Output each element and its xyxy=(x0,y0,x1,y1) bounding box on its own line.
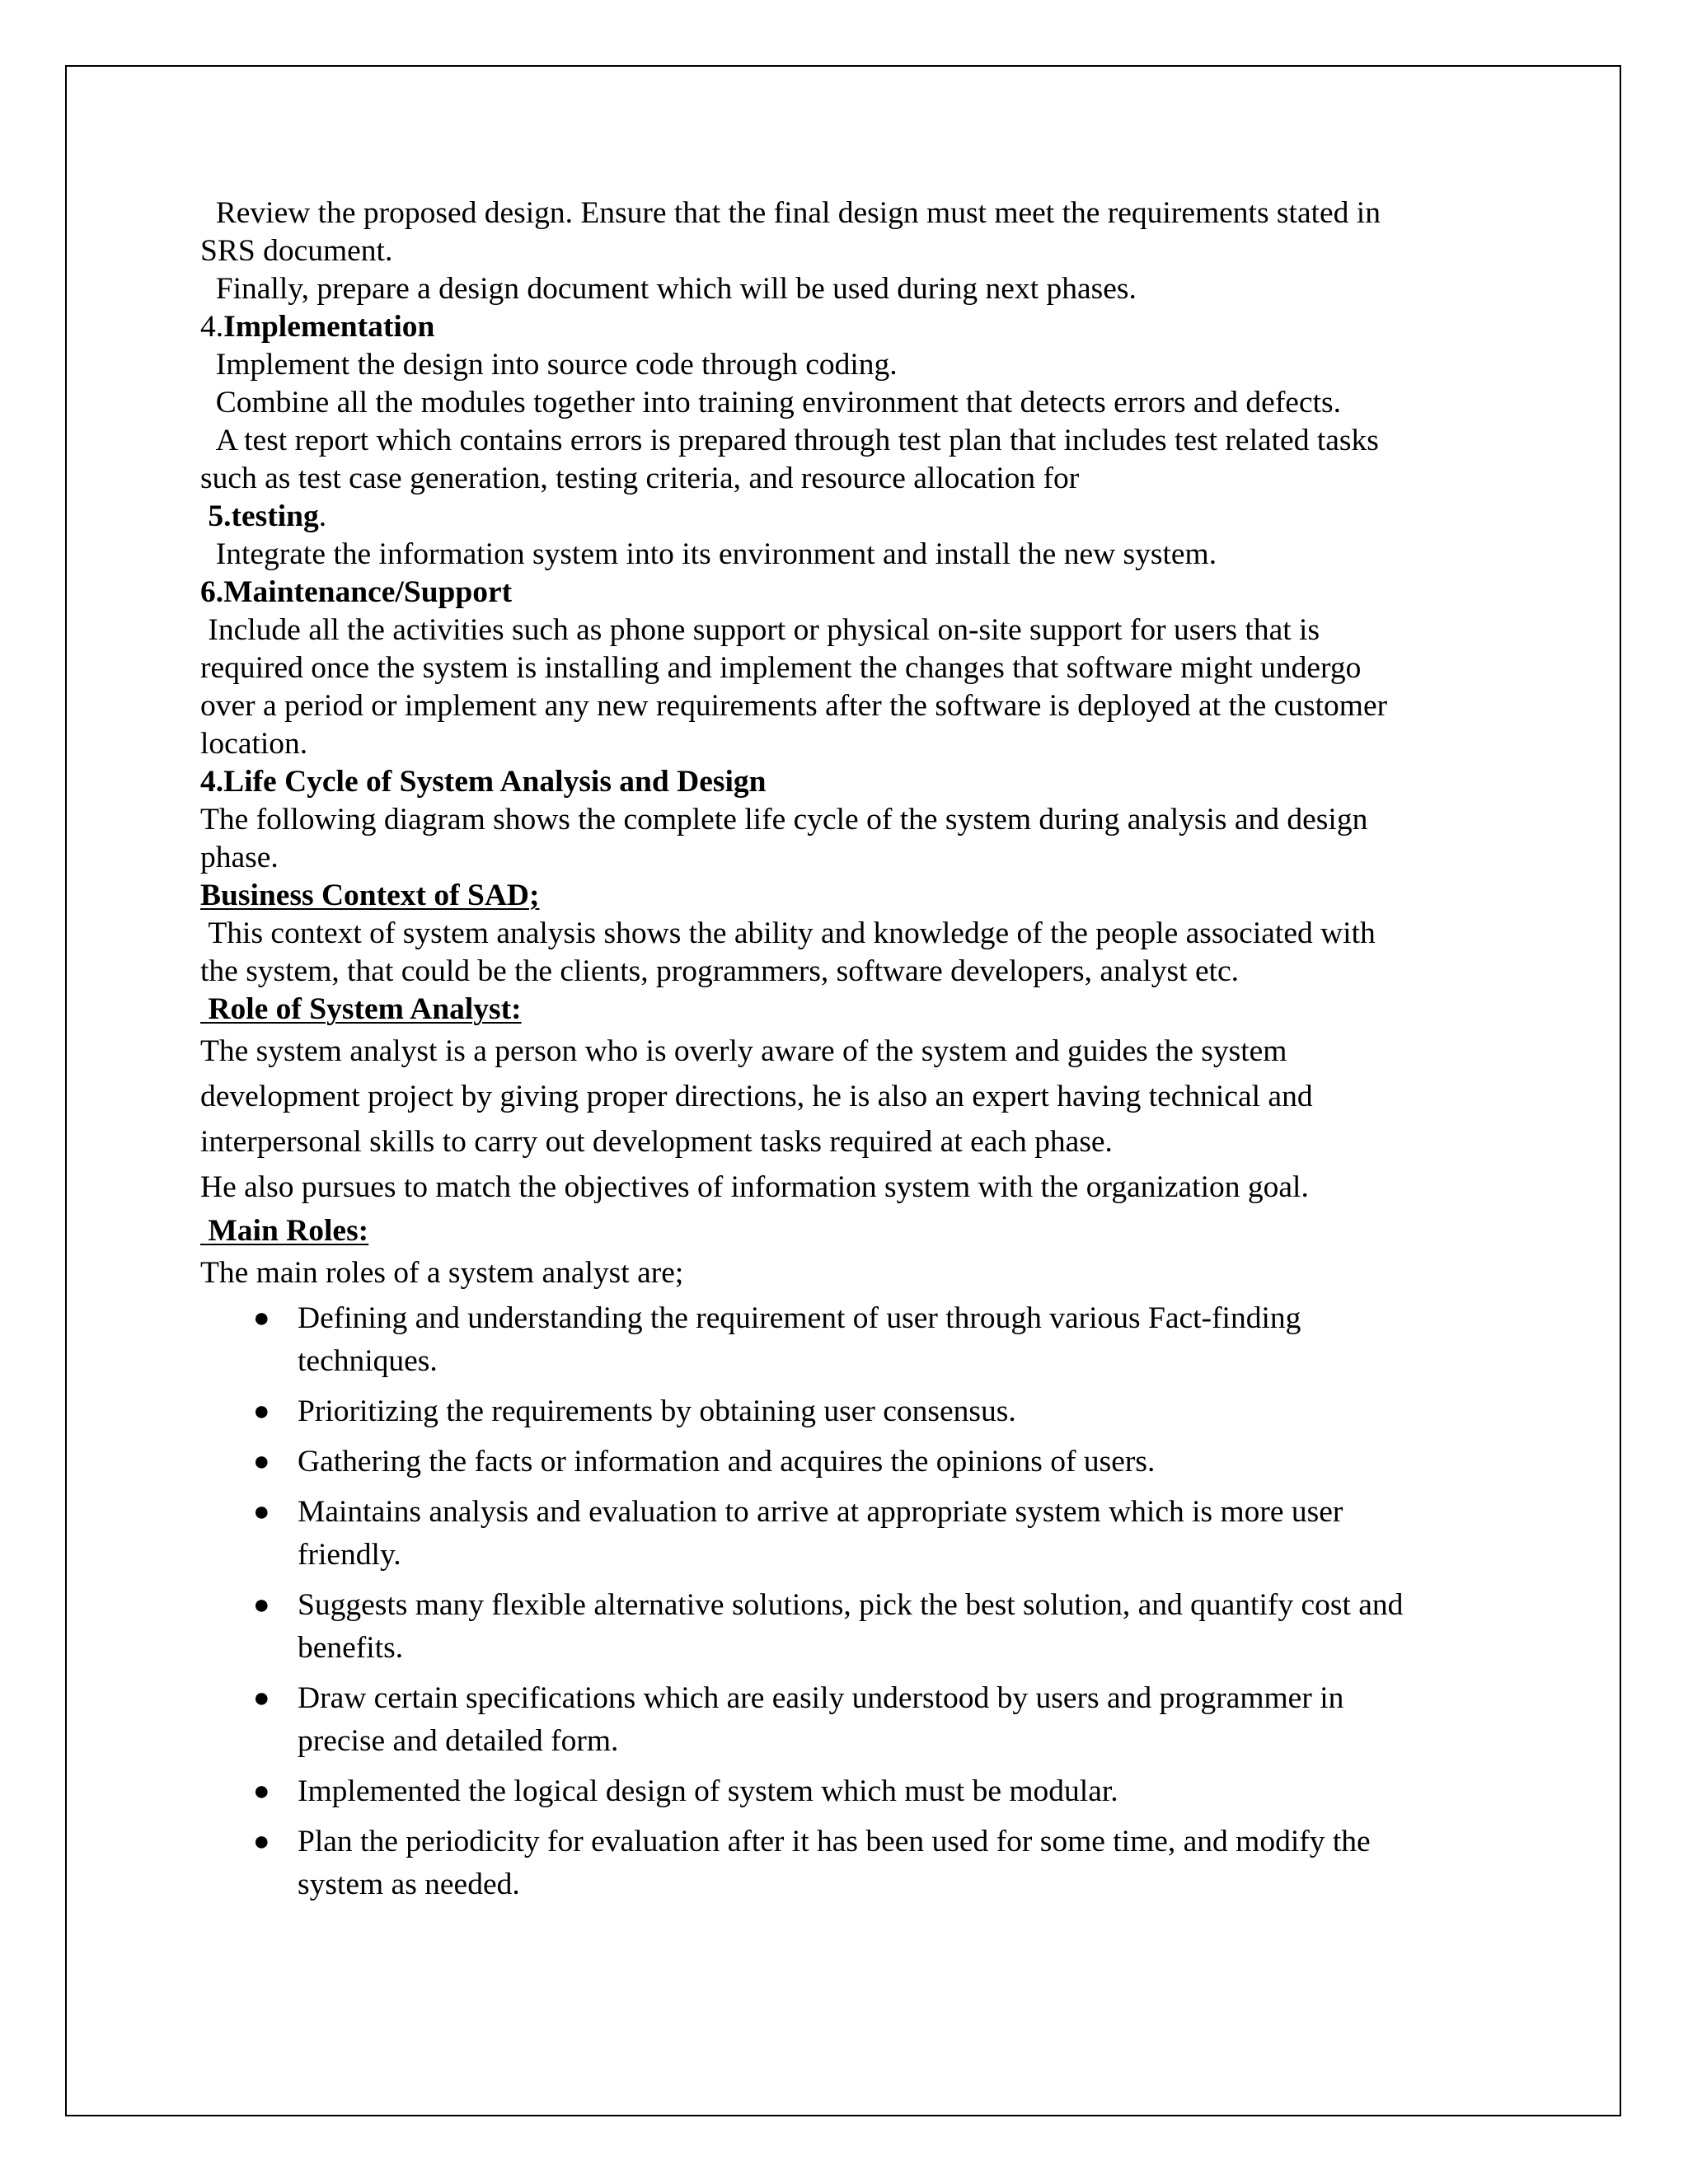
role-line-1: The system analyst is a person who is overly aware of the system and guides the system xyxy=(200,1034,1287,1068)
maintenance-heading: 6.Maintenance/Support xyxy=(200,575,513,609)
role-list-item xyxy=(200,1584,1503,1670)
design-review-line-2: SRS document. xyxy=(200,234,393,268)
role-line-2: development project by giving proper directions, he is also an expert having technical and xyxy=(200,1080,1313,1113)
role-list-item-text: Suggests many flexible alternative solutions, pick the best solution, and quantify cost and xyxy=(298,1588,1404,1622)
role-line-3: interpersonal skills to carry out development tasks required at each phase. xyxy=(200,1125,1113,1159)
bullet-icon: ● xyxy=(253,1683,270,1713)
implementation-line-2: Combine all the modules together into training environment that detects errors and defects. xyxy=(200,386,1341,419)
role-list-item-text: Defining and understanding the requirement of user through various Fact-finding xyxy=(298,1301,1301,1335)
role-of-analyst-heading: Role of System Analyst: xyxy=(200,992,522,1026)
bullet-icon: ● xyxy=(253,1776,270,1807)
role-list-item-text: benefits. xyxy=(298,1631,404,1665)
testing-heading xyxy=(200,498,1503,536)
design-document-line: Finally, prepare a design document which will be used during next phases. xyxy=(200,272,1137,306)
life-cycle-line-1: The following diagram shows the complete life cycle of the system during analysis and design xyxy=(200,803,1368,837)
testing-title: 5.testing xyxy=(200,499,319,533)
role-list-item-text: Implemented the logical design of system which must be modular. xyxy=(298,1774,1118,1808)
bullet-icon: ● xyxy=(253,1446,270,1477)
role-list-item xyxy=(200,1821,1503,1906)
role-list-item-text: Draw certain specifications which are easily understood by users and programmer in xyxy=(298,1681,1344,1715)
role-list-item-text: Plan the periodicity for evaluation after it has been used for some time, and modify the xyxy=(298,1825,1371,1858)
role-list-item-text: Maintains analysis and evaluation to arrive at appropriate system which is more user xyxy=(298,1495,1343,1529)
business-context-heading: Business Context of SAD; xyxy=(200,879,540,912)
life-cycle-line-2: phase. xyxy=(200,841,279,874)
implementation-number: 4. xyxy=(200,310,224,344)
role-list-item xyxy=(200,1441,1503,1483)
role-line-4: He also pursues to match the objectives of information system with the organization goal. xyxy=(200,1170,1309,1204)
business-context-line-1: This context of system analysis shows the ability and knowledge of the people associated with xyxy=(200,916,1376,950)
maintenance-line-3: over a period or implement any new requirements after the software is deployed at the customer xyxy=(200,689,1388,723)
implementation-line-4: such as test case generation, testing criteria, and resource allocation for xyxy=(200,462,1080,495)
bullet-icon: ● xyxy=(253,1497,270,1527)
bullet-icon: ● xyxy=(253,1303,270,1333)
design-review-line-1: Review the proposed design. Ensure that the final design must meet the requirements stated in xyxy=(200,196,1381,230)
testing-period: . xyxy=(318,499,327,533)
implementation-heading xyxy=(200,308,1503,346)
bullet-icon: ● xyxy=(253,1590,270,1620)
role-list-item xyxy=(200,1677,1503,1763)
role-of-analyst-paragraph xyxy=(200,1029,1503,1210)
business-context-line-2: the system, that could be the clients, programmers, software developers, analyst etc. xyxy=(200,954,1240,988)
role-list-item xyxy=(200,1770,1503,1813)
main-roles-heading: Main Roles: xyxy=(200,1214,369,1248)
bullet-icon: ● xyxy=(253,1396,270,1427)
role-list-item-text: techniques. xyxy=(298,1344,438,1378)
main-roles-intro: The main roles of a system analyst are; xyxy=(200,1256,684,1290)
implementation-line-3: A test report which contains errors is prepared through test plan that includes test related tasks xyxy=(200,424,1379,457)
life-cycle-heading: 4.Life Cycle of System Analysis and Design xyxy=(200,765,767,799)
maintenance-line-4: location. xyxy=(200,727,308,761)
document-body xyxy=(200,194,1503,1914)
role-list-item-text: system as needed. xyxy=(298,1868,520,1901)
maintenance-line-2: required once the system is installing and implement the changes that software might undergo xyxy=(200,651,1362,685)
bullet-icon: ● xyxy=(253,1826,270,1857)
role-list-item-text: precise and detailed form. xyxy=(298,1724,619,1758)
role-list-item xyxy=(200,1491,1503,1577)
implementation-line-1: Implement the design into source code through coding. xyxy=(200,348,898,382)
implementation-title: Implementation xyxy=(223,310,435,344)
testing-line: Integrate the information system into its environment and install the new system. xyxy=(200,537,1217,571)
maintenance-line-1: Include all the activities such as phone support or physical on-site support for users that is xyxy=(200,613,1320,647)
main-roles-list xyxy=(200,1297,1503,1906)
role-list-item-text: Prioritizing the requirements by obtaining user consensus. xyxy=(298,1394,1016,1428)
role-list-item xyxy=(200,1297,1503,1383)
role-list-item xyxy=(200,1390,1503,1433)
role-list-item-text: friendly. xyxy=(298,1538,401,1572)
role-list-item-text: Gathering the facts or information and acquires the opinions of users. xyxy=(298,1445,1156,1479)
